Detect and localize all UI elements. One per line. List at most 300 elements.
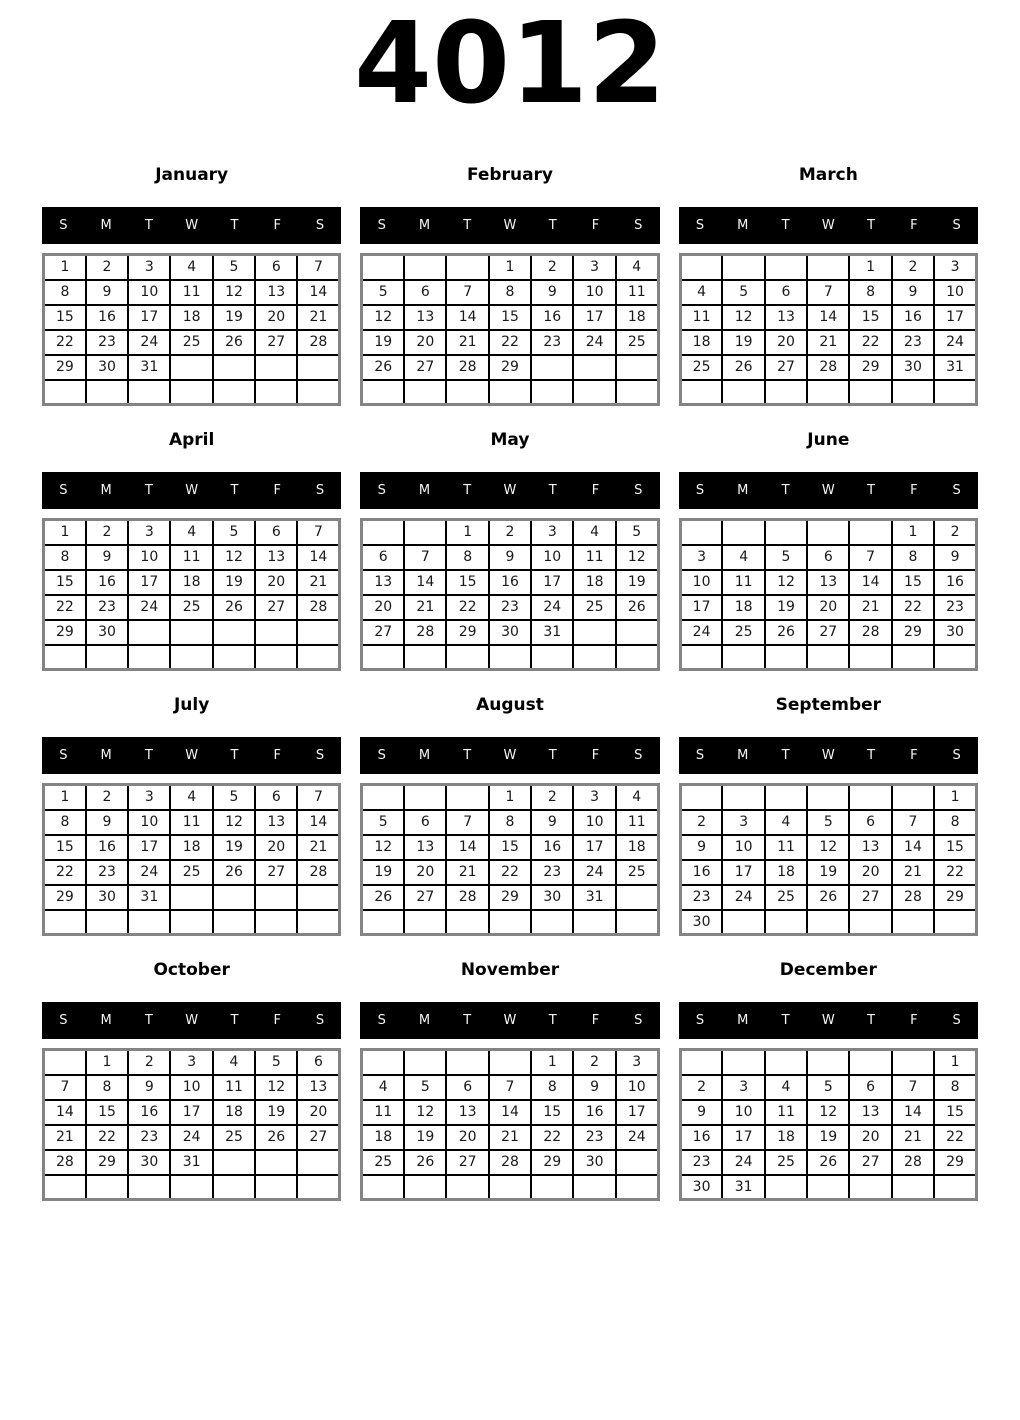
week-row — [44, 255, 340, 280]
date-cell: 4 — [170, 255, 212, 280]
date-cell: 12 — [807, 1100, 849, 1125]
weekday-header-cell: S — [695, 1013, 705, 1028]
date-cell: 24 — [170, 1125, 212, 1150]
date-cell: 15 — [531, 1100, 573, 1125]
date-cell — [213, 620, 255, 645]
date-cell: 10 — [531, 545, 573, 570]
date-cell: 11 — [680, 305, 722, 330]
date-cell — [44, 910, 86, 935]
date-cell — [213, 1175, 255, 1200]
date-cell — [807, 520, 849, 545]
date-cell: 31 — [531, 620, 573, 645]
week-row — [44, 810, 340, 835]
date-cell: 6 — [849, 810, 891, 835]
weekday-header-cell: S — [634, 1013, 643, 1028]
date-cell — [807, 255, 849, 280]
date-cell: 26 — [404, 1150, 446, 1175]
date-cell — [170, 885, 212, 910]
date-cell: 11 — [765, 835, 807, 860]
date-cell: 25 — [765, 1150, 807, 1175]
date-cell — [722, 785, 764, 810]
date-cell: 9 — [86, 810, 128, 835]
date-cell: 16 — [86, 835, 128, 860]
date-cell: 2 — [531, 255, 573, 280]
weekday-header-cell: T — [230, 483, 239, 498]
date-cell: 18 — [765, 860, 807, 885]
week-row — [680, 1100, 976, 1125]
months-grid — [0, 143, 1020, 1201]
week-row — [362, 810, 658, 835]
week-row — [362, 330, 658, 355]
date-cell: 24 — [128, 330, 170, 355]
date-cell: 20 — [404, 860, 446, 885]
date-cell: 21 — [446, 330, 488, 355]
date-cell — [807, 910, 849, 935]
date-cell: 13 — [297, 1075, 339, 1100]
date-cell: 21 — [297, 835, 339, 860]
date-cell: 2 — [531, 785, 573, 810]
week-row — [362, 1175, 658, 1200]
date-cell: 24 — [128, 595, 170, 620]
date-cell: 29 — [489, 885, 531, 910]
date-cell: 12 — [722, 305, 764, 330]
date-cell: 18 — [765, 1125, 807, 1150]
date-cell: 15 — [849, 305, 891, 330]
date-cell: 16 — [86, 305, 128, 330]
date-cell — [213, 645, 255, 670]
date-cell: 25 — [616, 860, 658, 885]
date-cell: 27 — [362, 620, 404, 645]
date-cell: 18 — [170, 835, 212, 860]
week-row — [680, 305, 976, 330]
date-cell — [849, 520, 891, 545]
date-cell: 6 — [362, 545, 404, 570]
date-cell: 2 — [680, 810, 722, 835]
date-cell: 13 — [362, 570, 404, 595]
date-cell: 31 — [128, 885, 170, 910]
week-row — [362, 620, 658, 645]
weekday-header-cell: M — [737, 748, 749, 763]
date-cell — [934, 1175, 976, 1200]
date-cell: 21 — [807, 330, 849, 355]
weekday-header-cell: T — [463, 483, 472, 498]
weekday-header-cell: W — [503, 483, 517, 498]
week-row — [362, 885, 658, 910]
month-title: January — [155, 165, 229, 185]
weekday-header-cell: W — [821, 483, 835, 498]
date-cell — [807, 1175, 849, 1200]
date-cell: 7 — [297, 785, 339, 810]
date-cell — [404, 520, 446, 545]
date-cell: 30 — [573, 1150, 615, 1175]
date-cell — [128, 620, 170, 645]
month-date-grid-body — [362, 785, 658, 935]
date-cell: 17 — [616, 1100, 658, 1125]
date-cell — [213, 380, 255, 405]
date-cell: 1 — [489, 785, 531, 810]
weekday-header-cell: S — [952, 218, 961, 233]
date-cell: 11 — [573, 545, 615, 570]
date-cell: 4 — [722, 545, 764, 570]
weekday-header-cell: T — [463, 218, 472, 233]
month-date-grid — [679, 518, 978, 671]
date-cell: 16 — [892, 305, 934, 330]
weekday-header-cell: S — [952, 483, 961, 498]
date-cell: 5 — [722, 280, 764, 305]
date-cell — [213, 885, 255, 910]
date-cell: 8 — [934, 1075, 976, 1100]
date-cell: 5 — [765, 545, 807, 570]
month-date-grid — [42, 1048, 341, 1201]
date-cell: 14 — [297, 810, 339, 835]
date-cell: 17 — [170, 1100, 212, 1125]
date-cell — [892, 910, 934, 935]
date-cell: 4 — [362, 1075, 404, 1100]
date-cell: 19 — [616, 570, 658, 595]
date-cell: 2 — [86, 785, 128, 810]
date-cell: 21 — [297, 570, 339, 595]
date-cell — [297, 1175, 339, 1200]
date-cell — [255, 1150, 297, 1175]
weekday-header-cell: S — [377, 218, 386, 233]
date-cell — [170, 620, 212, 645]
date-cell: 12 — [213, 280, 255, 305]
date-cell: 12 — [616, 545, 658, 570]
date-cell — [404, 255, 446, 280]
weekday-header-cell: S — [952, 748, 961, 763]
week-row — [680, 280, 976, 305]
week-row — [44, 885, 340, 910]
date-cell: 29 — [44, 355, 86, 380]
weekday-header-cell: T — [230, 748, 239, 763]
date-cell: 4 — [573, 520, 615, 545]
date-cell: 20 — [807, 595, 849, 620]
weekday-header-cell: T — [548, 218, 557, 233]
date-cell: 18 — [170, 570, 212, 595]
date-cell — [297, 645, 339, 670]
weekday-header-cell: W — [185, 1013, 199, 1028]
weekday-header-cell: S — [634, 748, 643, 763]
weekday-header-cell: W — [821, 218, 835, 233]
date-cell: 15 — [892, 570, 934, 595]
date-cell — [255, 645, 297, 670]
date-cell: 14 — [446, 305, 488, 330]
date-cell: 9 — [531, 810, 573, 835]
date-cell: 26 — [765, 620, 807, 645]
date-cell: 26 — [255, 1125, 297, 1150]
date-cell: 28 — [489, 1150, 531, 1175]
month-title: February — [466, 165, 554, 185]
date-cell: 30 — [86, 885, 128, 910]
date-cell: 9 — [680, 1100, 722, 1125]
date-cell: 18 — [616, 835, 658, 860]
weekday-header-cell: S — [377, 483, 386, 498]
date-cell: 17 — [128, 305, 170, 330]
weekday-header-cell: T — [548, 483, 557, 498]
date-cell — [255, 1175, 297, 1200]
date-cell — [765, 255, 807, 280]
weekday-header-cell: S — [315, 218, 325, 233]
weekday-header-cell: T — [867, 218, 876, 233]
date-cell — [892, 1050, 934, 1075]
weekday-header-row — [679, 1002, 978, 1039]
month-date-grid — [679, 783, 978, 936]
date-cell: 21 — [404, 595, 446, 620]
date-cell: 18 — [722, 595, 764, 620]
date-cell: 8 — [446, 545, 488, 570]
date-cell: 25 — [616, 330, 658, 355]
date-cell: 3 — [128, 255, 170, 280]
month-title: August — [476, 695, 544, 715]
date-cell: 12 — [362, 835, 404, 860]
date-cell: 25 — [170, 595, 212, 620]
weekday-header-row — [679, 207, 978, 244]
date-cell — [934, 910, 976, 935]
date-cell: 14 — [44, 1100, 86, 1125]
date-cell — [44, 1050, 86, 1075]
week-row — [362, 255, 658, 280]
week-row — [680, 1075, 976, 1100]
date-cell: 7 — [489, 1075, 531, 1100]
date-cell: 7 — [404, 545, 446, 570]
weekday-header-cell: F — [273, 218, 281, 233]
date-cell: 1 — [934, 1050, 976, 1075]
date-cell: 19 — [255, 1100, 297, 1125]
week-row — [362, 835, 658, 860]
date-cell: 30 — [934, 620, 976, 645]
date-cell — [297, 910, 339, 935]
date-cell: 15 — [934, 1100, 976, 1125]
date-cell: 16 — [531, 305, 573, 330]
month-date-grid-body — [44, 255, 340, 405]
month-title: April — [168, 430, 215, 450]
date-cell: 3 — [934, 255, 976, 280]
date-cell: 29 — [934, 1150, 976, 1175]
date-cell: 23 — [934, 595, 976, 620]
week-row — [680, 355, 976, 380]
date-cell: 13 — [849, 1100, 891, 1125]
date-cell: 22 — [531, 1125, 573, 1150]
date-cell — [297, 380, 339, 405]
week-row — [362, 1150, 658, 1175]
date-cell — [489, 1050, 531, 1075]
date-cell — [362, 1050, 404, 1075]
date-cell: 19 — [362, 860, 404, 885]
date-cell: 20 — [849, 1125, 891, 1150]
weekday-header-cell: T — [781, 483, 790, 498]
week-row — [680, 595, 976, 620]
date-cell: 1 — [44, 255, 86, 280]
date-cell: 12 — [362, 305, 404, 330]
date-cell: 22 — [446, 595, 488, 620]
date-cell: 3 — [128, 785, 170, 810]
month-date-grid — [679, 1048, 978, 1201]
date-cell: 20 — [849, 860, 891, 885]
week-row — [680, 255, 976, 280]
week-row — [680, 1175, 976, 1200]
date-cell: 7 — [849, 545, 891, 570]
weekday-header-cell: S — [377, 1013, 386, 1028]
weekday-header-cell: T — [867, 748, 876, 763]
date-cell: 7 — [297, 520, 339, 545]
week-row — [680, 835, 976, 860]
date-cell: 1 — [44, 785, 86, 810]
week-row — [44, 1100, 340, 1125]
date-cell: 26 — [362, 885, 404, 910]
weekday-header-cell: F — [273, 748, 281, 763]
date-cell: 3 — [680, 545, 722, 570]
date-cell: 8 — [934, 810, 976, 835]
date-cell: 11 — [722, 570, 764, 595]
date-cell: 10 — [128, 545, 170, 570]
date-cell: 11 — [170, 280, 212, 305]
month-title: March — [798, 165, 858, 185]
date-cell: 12 — [255, 1075, 297, 1100]
date-cell — [722, 910, 764, 935]
date-cell: 22 — [86, 1125, 128, 1150]
weekday-header-cell: T — [144, 483, 153, 498]
month-title: December — [779, 960, 877, 980]
date-cell — [680, 520, 722, 545]
week-row — [680, 810, 976, 835]
date-cell: 9 — [573, 1075, 615, 1100]
date-cell: 31 — [573, 885, 615, 910]
date-cell — [849, 1175, 891, 1200]
date-cell — [616, 885, 658, 910]
date-cell: 26 — [213, 330, 255, 355]
date-cell: 11 — [616, 810, 658, 835]
weekday-header-cell: S — [315, 748, 325, 763]
weekday-header-cell: W — [503, 218, 517, 233]
date-cell: 29 — [446, 620, 488, 645]
weekday-header-cell: M — [418, 218, 431, 233]
date-cell: 3 — [722, 1075, 764, 1100]
date-cell: 8 — [489, 280, 531, 305]
month-date-grid-body — [362, 255, 658, 405]
date-cell: 19 — [213, 835, 255, 860]
date-cell: 18 — [616, 305, 658, 330]
week-row — [680, 520, 976, 545]
date-cell — [86, 380, 128, 405]
date-cell: 24 — [616, 1125, 658, 1150]
date-cell: 29 — [892, 620, 934, 645]
date-cell — [170, 380, 212, 405]
date-cell: 27 — [807, 620, 849, 645]
weekday-header-cell: S — [315, 483, 325, 498]
date-cell: 4 — [616, 255, 658, 280]
date-cell: 25 — [170, 860, 212, 885]
date-cell — [297, 885, 339, 910]
date-cell: 2 — [680, 1075, 722, 1100]
date-cell: 5 — [255, 1050, 297, 1075]
date-cell: 14 — [297, 280, 339, 305]
month-february — [360, 143, 659, 406]
date-cell — [362, 380, 404, 405]
month-date-grid-body — [44, 520, 340, 670]
week-row — [44, 1175, 340, 1200]
month-date-grid-body — [44, 785, 340, 935]
date-cell: 24 — [573, 330, 615, 355]
weekday-header-cell: M — [737, 483, 749, 498]
date-cell: 25 — [213, 1125, 255, 1150]
weekday-header-cell: W — [503, 748, 517, 763]
date-cell: 8 — [531, 1075, 573, 1100]
weekday-header-cell: T — [144, 1013, 153, 1028]
date-cell: 23 — [531, 860, 573, 885]
week-row — [44, 1125, 340, 1150]
date-cell: 3 — [531, 520, 573, 545]
date-cell: 22 — [849, 330, 891, 355]
date-cell — [616, 620, 658, 645]
date-cell — [616, 1175, 658, 1200]
weekday-header-cell: T — [781, 1013, 790, 1028]
date-cell: 1 — [849, 255, 891, 280]
date-cell — [722, 380, 764, 405]
date-cell: 5 — [362, 280, 404, 305]
date-cell — [531, 380, 573, 405]
date-cell — [362, 645, 404, 670]
date-cell: 30 — [86, 355, 128, 380]
date-cell — [489, 380, 531, 405]
weekday-header-cell: M — [100, 1013, 112, 1028]
weekday-header-row — [42, 472, 341, 509]
date-cell: 7 — [446, 810, 488, 835]
date-cell: 27 — [255, 860, 297, 885]
date-cell — [213, 910, 255, 935]
date-cell — [128, 645, 170, 670]
date-cell: 15 — [489, 305, 531, 330]
date-cell: 4 — [213, 1050, 255, 1075]
date-cell — [489, 1175, 531, 1200]
date-cell: 10 — [722, 835, 764, 860]
date-cell: 19 — [765, 595, 807, 620]
date-cell: 27 — [297, 1125, 339, 1150]
date-cell: 6 — [765, 280, 807, 305]
week-row — [362, 355, 658, 380]
date-cell: 7 — [297, 255, 339, 280]
date-cell: 12 — [404, 1100, 446, 1125]
date-cell: 17 — [722, 1125, 764, 1150]
date-cell: 11 — [362, 1100, 404, 1125]
date-cell: 21 — [849, 595, 891, 620]
date-cell: 30 — [892, 355, 934, 380]
week-row — [362, 520, 658, 545]
date-cell: 23 — [892, 330, 934, 355]
date-cell — [849, 380, 891, 405]
date-cell: 13 — [446, 1100, 488, 1125]
weekday-header-row — [360, 207, 659, 244]
week-row — [44, 620, 340, 645]
date-cell: 17 — [722, 860, 764, 885]
date-cell: 19 — [213, 305, 255, 330]
date-cell: 25 — [573, 595, 615, 620]
weekday-header-cell: W — [185, 218, 199, 233]
month-date-grid-body — [680, 1050, 976, 1200]
week-row — [680, 910, 976, 935]
date-cell: 6 — [404, 280, 446, 305]
date-cell: 20 — [446, 1125, 488, 1150]
week-row — [362, 1050, 658, 1075]
date-cell: 19 — [404, 1125, 446, 1150]
week-row — [44, 520, 340, 545]
date-cell — [213, 355, 255, 380]
date-cell: 10 — [722, 1100, 764, 1125]
week-row — [44, 305, 340, 330]
date-cell: 20 — [765, 330, 807, 355]
week-row — [680, 620, 976, 645]
date-cell — [849, 645, 891, 670]
month-date-grid-body — [362, 520, 658, 670]
